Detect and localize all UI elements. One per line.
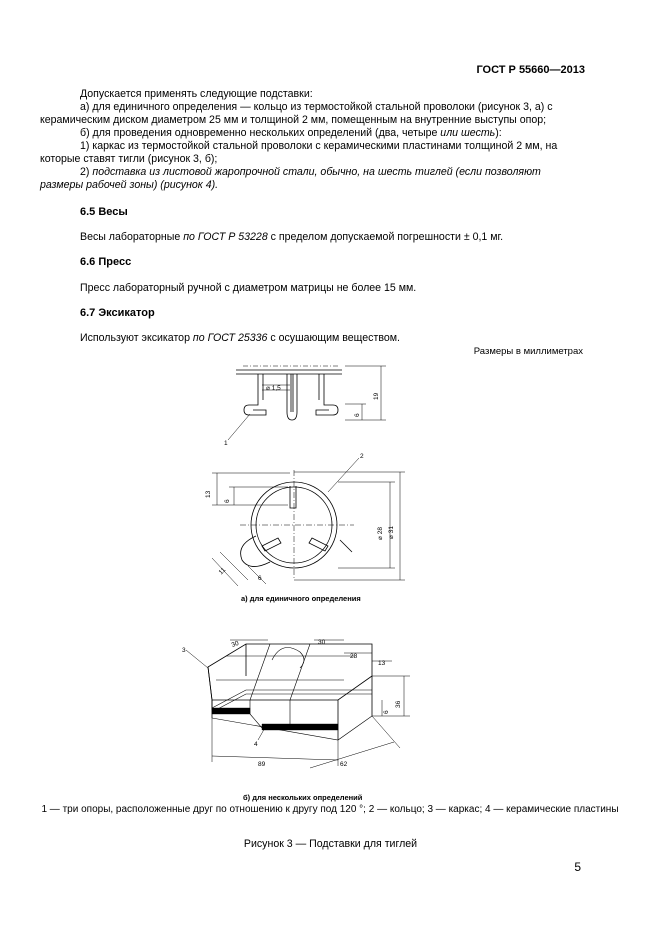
dim-l89: 89	[258, 761, 266, 768]
intro-item-a-line2: керамическим диском диаметром 25 мм и толщиной 2 мм, помещенным на внутренние выступы опор;	[40, 114, 547, 126]
intro-item-a-line1: а) для единичного определения — кольцо из термостойкой стальной проволоки (рисунок 3, а) с	[80, 101, 553, 113]
section-6-6-text: Пресс лабораторный ручной с диаметром матрицы не более 15 мм.	[80, 282, 417, 294]
section-6-6-heading: 6.6 Пресс	[80, 256, 132, 268]
dim-h36: 36	[395, 700, 402, 708]
intro-item-b-italic: или шесть	[440, 127, 496, 139]
intro-item-b2-line2: размеры рабочей зоны) (рисунок 4).	[40, 179, 219, 191]
s65-text-a: Весы лабораторные	[80, 231, 184, 243]
intro-item-b-text: б) для проведения одновременно нескольких определений (два, четыре	[80, 127, 441, 139]
intro-lead: Допускается применять следующие подставки:	[80, 88, 313, 100]
callout-4: 4	[254, 741, 258, 748]
dim-6-ring: 6	[224, 499, 231, 503]
dim-13: 13	[205, 490, 212, 498]
document-id: ГОСТ Р 55660—2013	[476, 64, 585, 76]
intro-item-b-end: ):	[495, 127, 502, 139]
caption-b: б) для нескольких определений	[243, 793, 363, 802]
dim-wire-diameter: ⌀ 1,5	[266, 385, 281, 392]
intro-item-b2-text: подставка из листовой жаропрочной стали, обычно, на шесть тиглей (если позволяют	[92, 166, 541, 178]
sizes-note: Размеры в миллиметрах	[473, 346, 583, 357]
ring-plan-view	[212, 458, 405, 586]
figure-title: Рисунок 3 — Подставки для тиглей	[243, 838, 418, 850]
s67-text-a: Используют эксикатор	[80, 332, 193, 344]
s65-text-italic: по ГОСТ Р 53228	[183, 231, 268, 243]
callout-2: 2	[360, 453, 364, 460]
section-6-7-heading: 6.7 Эксикатор	[80, 307, 155, 319]
page-number: 5	[574, 860, 581, 874]
dim-h6: 6	[354, 413, 361, 417]
support-legs-side-view	[228, 366, 386, 440]
dim-6-leg: 6	[258, 575, 262, 582]
intro-item-b1-line2: которые ставят тигли (рисунок 3, б);	[40, 153, 218, 165]
section-6-5-heading: 6.5 Весы	[80, 206, 128, 218]
dim-w30a: 30	[230, 639, 240, 649]
figure-legend: 1 — три опоры, расположенные друг по отношению к другу под 120 °; 2 — кольцо; 3 — каркас; 4 — керамические пластины	[41, 804, 619, 815]
caption-a: а) для единичного определения	[241, 594, 361, 603]
dim-frame-h6: 6	[383, 710, 390, 714]
dim-w30b: 30	[318, 639, 326, 646]
dim-w28: 28	[350, 653, 358, 660]
dim-w13: 13	[378, 660, 386, 667]
frame-isometric-view	[186, 640, 410, 768]
s65-text-b: с пределом допускаемой погрешности ± 0,1 мг.	[267, 231, 504, 243]
s67-text-italic: по ГОСТ 25336	[192, 332, 268, 344]
dim-l62: 62	[340, 761, 348, 768]
callout-3: 3	[182, 647, 186, 654]
intro-item-b1-line1: 1) каркас из термостойкой стальной проволоки с керамическими пластинами толщиной 2 мм, на	[80, 140, 558, 152]
s67-text-b: с осушающим веществом.	[267, 332, 400, 344]
dim-11: 11	[217, 566, 228, 577]
dim-d31: ⌀ 31	[388, 526, 395, 539]
dim-h19: 19	[373, 392, 380, 400]
callout-1: 1	[224, 440, 228, 447]
intro-item-b2-num: 2)	[80, 166, 93, 178]
dim-d28: ⌀ 28	[377, 527, 384, 540]
